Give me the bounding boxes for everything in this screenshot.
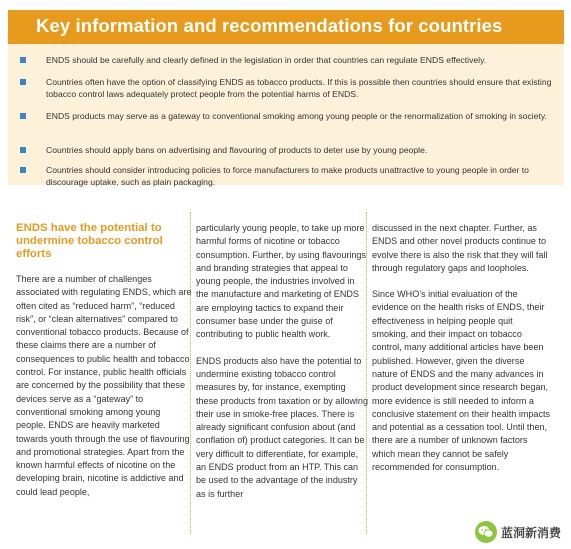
square-bullet-icon <box>20 113 26 119</box>
article-column-1 <box>16 222 192 499</box>
article-column-3 <box>372 222 550 474</box>
square-bullet-icon <box>20 147 26 153</box>
list-item-text: Countries often have the option of classifying ENDS as tobacco products. If this is possible then countries should ensure that existing tobacco control laws adequately protect people from the potential harms of ENDS. <box>46 77 552 99</box>
square-bullet-icon <box>20 79 26 85</box>
article-column-2 <box>196 222 368 501</box>
watermark <box>475 521 561 543</box>
square-bullet-icon <box>20 57 26 63</box>
key-info-box <box>8 10 564 185</box>
section-heading: ENDS have the potential to undermine tobacco control efforts <box>16 222 163 260</box>
list-item-text: ENDS products may serve as a gateway to conventional smoking among young people or the renormalization of smoking in society. <box>46 111 547 121</box>
list-item-text: Countries should consider introducing policies to force manufacturers to make products unattractive to young people in order to discourage uptake, such as plain packaging. <box>46 165 529 187</box>
paragraph: There are a number of challenges associated with regulating ENDS, which are often cited as “reduced harm”, “reduced risk”, or “clean alternatives” compared to conventional tobacco products. Because of these claims there are a number of consequences to public health and tobacco control. For instance, public health officials are concerned by the possibility that these devices serve as a “gateway” to conventional smoking among young people. ENDS are heavily marketed towards youth through the use of flavouring and promotional strategies. Apart from the known harmful effects of nicotine on the developing brain, nicotine is addictive and could lead people, <box>16 274 192 497</box>
paragraph: ENDS products also have the potential to undermine existing tobacco control measures by, for instance, exempting these products from taxation or by allowing their use in smoke-free places. There is already significant confusion about (and conflation of) product categories. It can be very difficult to differentiate, for example, an ENDS product from an HTP. This can be used to the advantage of the industry as is further <box>196 355 368 499</box>
paragraph: discussed in the next chapter. Further, as ENDS and other novel products continue to evolve there is also the risk that they will fall through regulatory gaps and loopholes. <box>372 223 548 273</box>
list-item-text: Countries should apply bans on advertising and flavouring of products to deter use by young people. <box>46 145 428 155</box>
box-header <box>8 10 564 44</box>
paragraph: Since WHO’s initial evaluation of the evidence on the health risks of ENDS, their effectiveness in helping people quit smoking, and their impact on tobacco control, many additional articles have been published. However, given the diverse nature of ENDS and the many advances in product development since research began, more evidence is still needed to inform a conclusive statement on their health impacts and potential as a cessation tool. Until then, there are a number of unknown factors which mean they cannot be safely recommended for consumption. <box>372 289 551 473</box>
watermark-text: 蓝洞新消费 <box>500 525 561 540</box>
box-title: Key information and recommendations for countries <box>36 15 503 36</box>
list-item-text: ENDS should be carefully and clearly defined in the legislation in order that countries can regulate ENDS effectively. <box>46 55 487 65</box>
square-bullet-icon <box>20 167 26 173</box>
paragraph: particularly young people, to take up more harmful forms of nicotine or tobacco consumption. Further, by using flavourings and branding strategies that appeal to young people, the industries involved in the manufacture and marketing of ENDS are employing tactics to expand their consumer base under the guise of contributing to public health work. <box>196 223 366 340</box>
wechat-icon <box>475 521 497 543</box>
